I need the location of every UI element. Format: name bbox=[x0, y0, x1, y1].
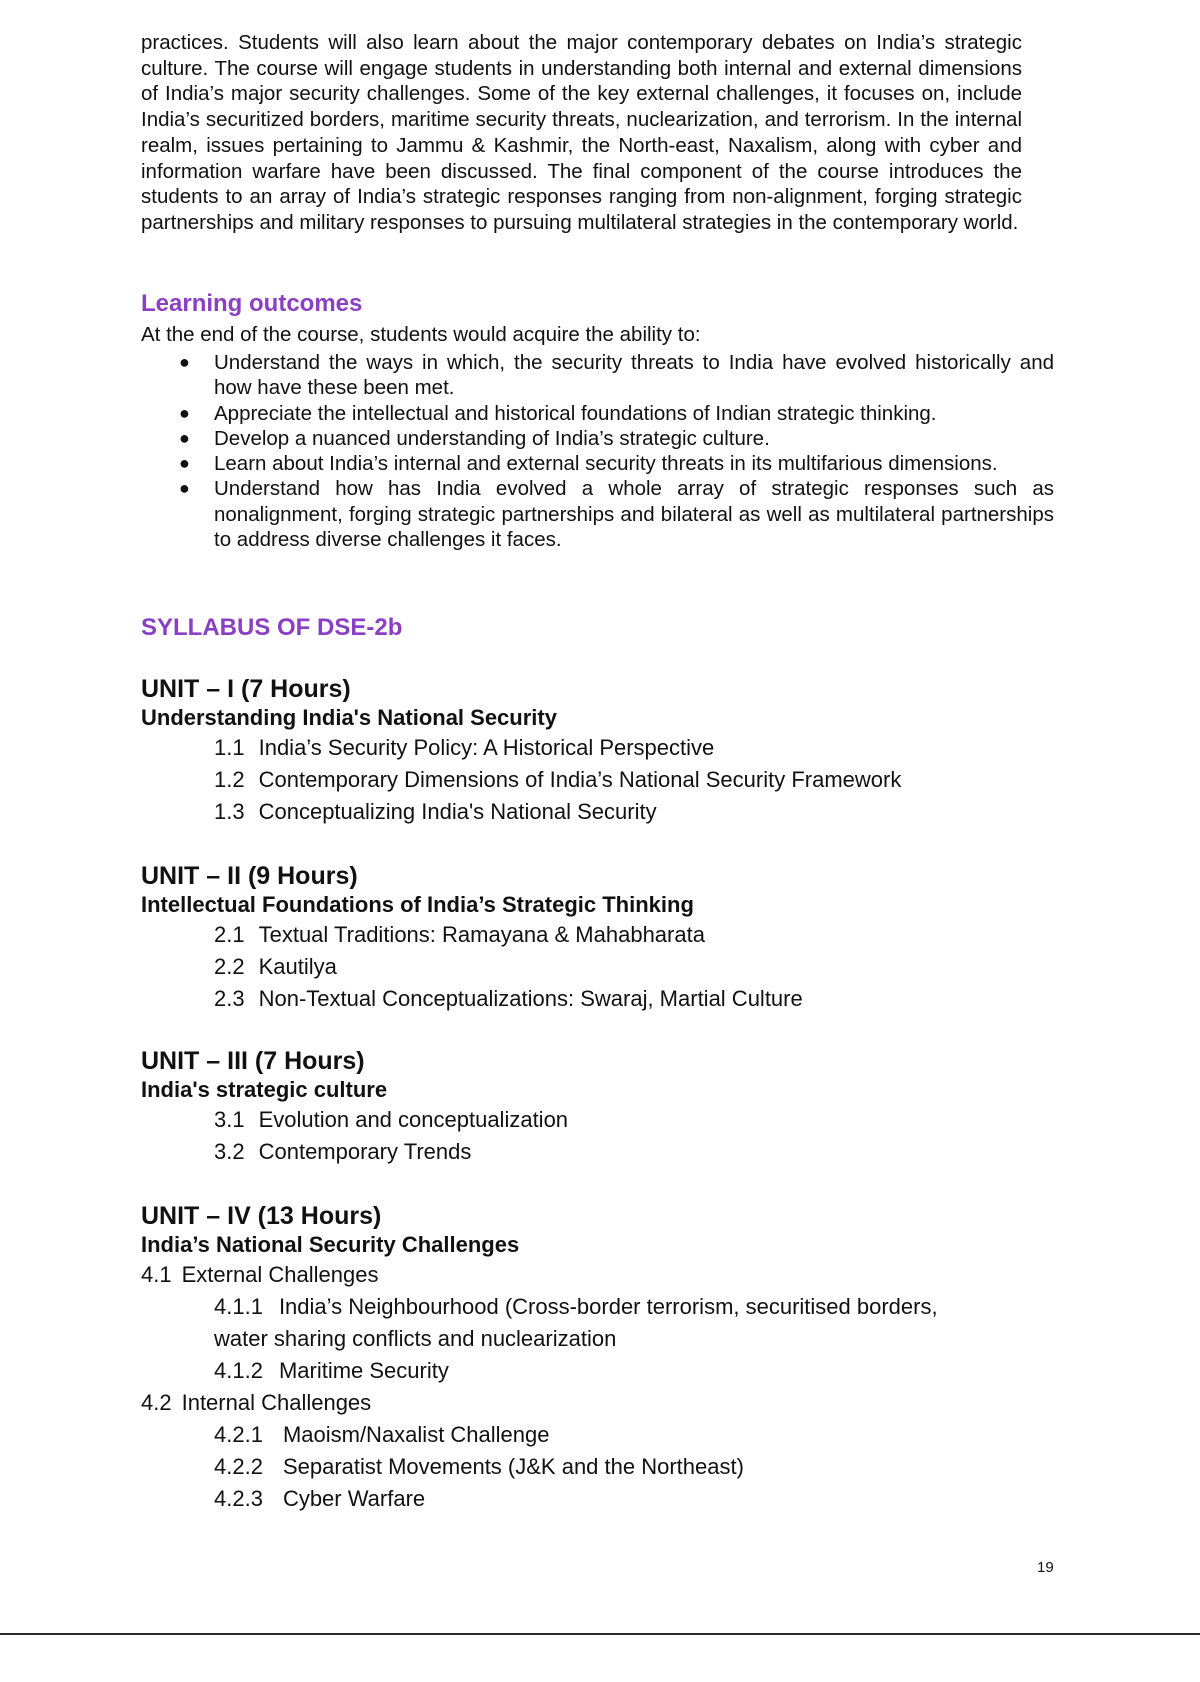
unit-subtitle: India's strategic culture bbox=[141, 1077, 388, 1102]
learning-outcomes-heading: Learning outcomes bbox=[141, 290, 363, 317]
topic-item: 4.2.3 Cyber Warfare bbox=[214, 1486, 426, 1511]
topic-item: 1.2 Contemporary Dimensions of India’s National Security Framework bbox=[214, 767, 902, 792]
learning-outcome-text: Learn about India’s internal and external security threats in its multifarious dimensions. bbox=[214, 452, 998, 476]
unit-subtitle: Understanding India's National Security bbox=[141, 705, 557, 730]
topic-item: 1.1 India’s Security Policy: A Historical Perspective bbox=[214, 735, 715, 760]
learning-outcome-text: Develop a nuanced understanding of India’s strategic culture. bbox=[214, 426, 770, 450]
learning-outcome-item bbox=[141, 426, 1054, 451]
unit-title: UNIT – II (9 Hours) bbox=[141, 862, 358, 890]
topic-item: 1.3 Conceptualizing India's National Security bbox=[214, 799, 657, 824]
topic-item: 4.2 Internal Challenges bbox=[141, 1390, 372, 1415]
topic-item: water sharing conflicts and nuclearization bbox=[214, 1326, 617, 1351]
bullet-icon: ● bbox=[179, 427, 190, 448]
bullet-icon: ● bbox=[179, 402, 190, 423]
learning-outcomes-lead: At the end of the course, students would acquire the ability to: bbox=[141, 323, 701, 346]
topic-item: 3.1 Evolution and conceptualization bbox=[214, 1107, 569, 1132]
topic-item: 4.1.1 India’s Neighbourhood (Cross-border terrorism, securitised borders, bbox=[214, 1294, 938, 1319]
topic-item: 4.1.2 Maritime Security bbox=[214, 1358, 449, 1383]
page-number: 19 bbox=[1037, 1559, 1054, 1576]
unit-title: UNIT – I (7 Hours) bbox=[141, 675, 351, 703]
bullet-icon: ● bbox=[179, 352, 190, 372]
learning-outcome-text: Appreciate the intellectual and historical foundations of Indian strategic thinking. bbox=[214, 401, 937, 425]
topic-item: 4.1 External Challenges bbox=[141, 1262, 379, 1287]
unit-2-section bbox=[141, 861, 1041, 1015]
unit-subtitle: Intellectual Foundations of India’s Strategic Thinking bbox=[141, 892, 694, 917]
bullet-icon: ● bbox=[179, 478, 190, 499]
unit-title: UNIT – IV (13 Hours) bbox=[141, 1202, 382, 1230]
bullet-icon: ● bbox=[179, 453, 190, 474]
unit-4-section bbox=[141, 1201, 1041, 1515]
unit-3-section bbox=[141, 1046, 1041, 1168]
topic-item: 2.2 Kautilya bbox=[214, 954, 337, 979]
unit-1-section bbox=[141, 674, 1041, 828]
learning-outcome-item bbox=[141, 350, 1054, 401]
topic-item: 3.2 Contemporary Trends bbox=[214, 1139, 472, 1164]
learning-outcome-text: Understand how has India evolved a whole array of strategic responses such as nonalignment, forging strategic partnerships and bilateral as well as multilateral partnerships to address diverse challenges it faces. bbox=[214, 477, 1054, 552]
learning-outcomes-list bbox=[141, 350, 1054, 552]
learning-outcome-text: Understand the ways in which, the security threats to India have evolved historically and how have these been met. bbox=[214, 351, 1054, 400]
course-description-paragraph: practices. Students will also learn about the major contemporary debates on India’s strategic culture. The course will engage students in understanding both internal and external dimensions of India’s major security challenges. Some of the key external challenges, it focuses on, include India’s securitized borders, maritime security threats, nuclearization, and terrorism. In the internal realm, issues pertaining to Jammu & Kashmir, the North-east, Naxalism, along with cyber and information warfare have been discussed. The final component of the course introduces the students to an array of India’s strategic responses ranging from non-alignment, forging strategic partnerships and military responses to pursuing multilateral strategies in the contemporary world. bbox=[141, 31, 1022, 234]
page-bottom-divider bbox=[0, 1633, 1200, 1635]
unit-subtitle: India’s National Security Challenges bbox=[141, 1232, 520, 1257]
learning-outcome-item bbox=[141, 451, 1054, 476]
learning-outcome-item bbox=[141, 476, 1054, 552]
learning-outcome-item bbox=[141, 401, 1054, 426]
unit-title: UNIT – III (7 Hours) bbox=[141, 1047, 365, 1075]
topic-item: 2.3 Non-Textual Conceptualizations: Swaraj, Martial Culture bbox=[214, 986, 803, 1011]
syllabus-heading: SYLLABUS OF DSE-2b bbox=[141, 614, 403, 641]
topic-item: 4.2.2 Separatist Movements (J&K and the Northeast) bbox=[214, 1454, 744, 1479]
topic-item: 2.1 Textual Traditions: Ramayana & Mahabharata bbox=[214, 922, 705, 947]
topic-item: 4.2.1 Maoism/Naxalist Challenge bbox=[214, 1422, 550, 1447]
